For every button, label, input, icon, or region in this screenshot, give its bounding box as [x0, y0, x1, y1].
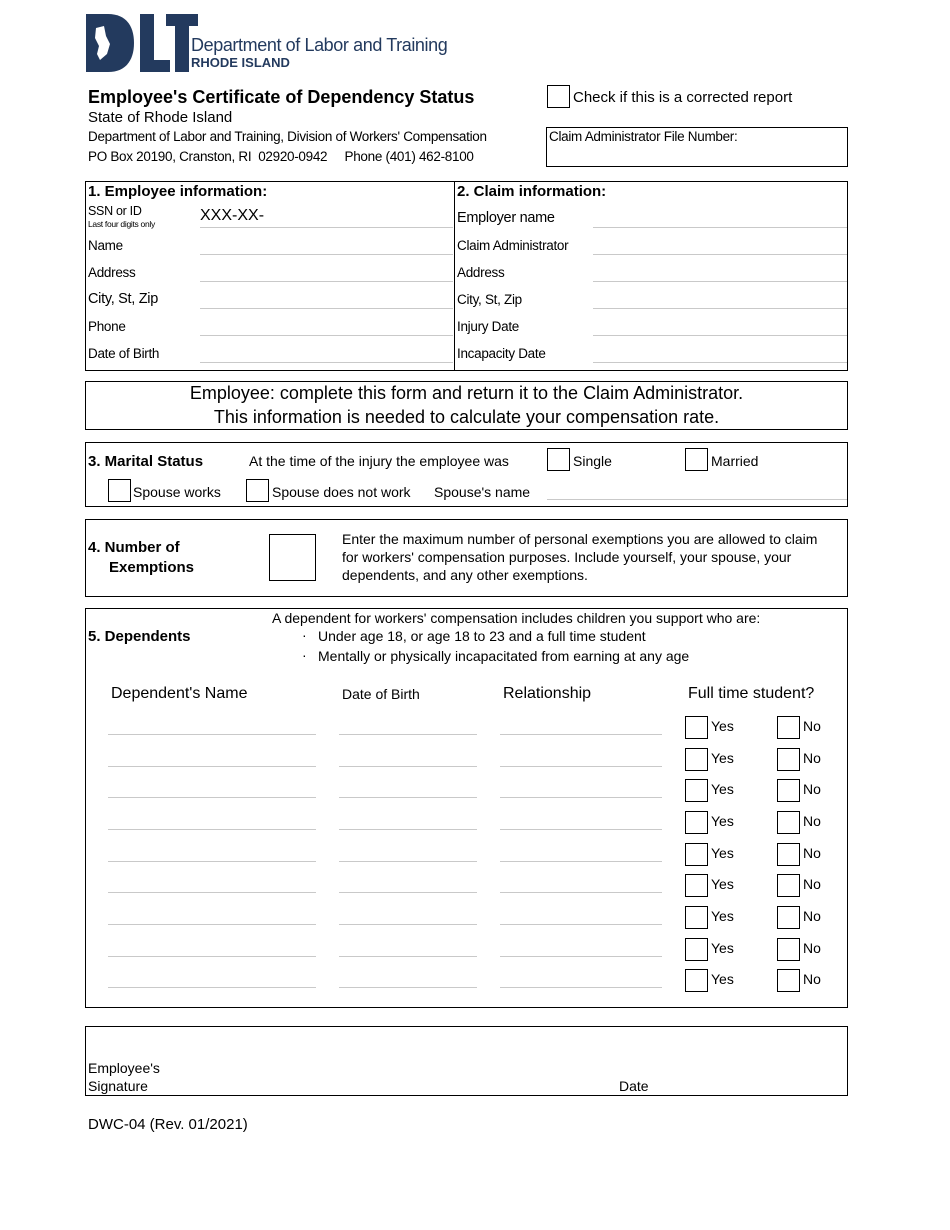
student-no-label: No: [803, 940, 821, 956]
ssn-label: SSN or ID: [88, 204, 142, 218]
logo-dept-name: Department of Labor and Training: [191, 35, 448, 55]
student-no-label: No: [803, 971, 821, 987]
ssn-sublabel: Last four digits only: [88, 219, 155, 229]
section2-title: 2. Claim information:: [457, 183, 607, 200]
col-full-time-student: Full time student?: [688, 685, 815, 702]
name-input[interactable]: [200, 254, 453, 255]
signature-date-field[interactable]: [655, 1060, 840, 1092]
dependent-name-input[interactable]: [108, 861, 316, 862]
incapacity-date-label: Incapacity Date: [457, 346, 546, 361]
student-no-label: No: [803, 750, 821, 766]
ssn-value: XXX-XX-: [200, 207, 265, 224]
student-no-checkbox[interactable]: [777, 843, 800, 866]
name-label: Name: [88, 238, 123, 253]
department-line: Department of Labor and Training, Division of Workers' Compensation: [88, 129, 487, 144]
student-yes-label: Yes: [711, 718, 734, 734]
exemptions-text1: Enter the maximum number of personal exemptions you are allowed to claim: [342, 531, 818, 547]
student-no-label: No: [803, 908, 821, 924]
claim-city-label: City, St, Zip: [457, 292, 522, 307]
employee-signature-label2: Signature: [88, 1078, 148, 1094]
dependent-dob-input[interactable]: [339, 829, 477, 830]
employee-signature-label1: Employee's: [88, 1060, 160, 1076]
student-yes-checkbox[interactable]: [685, 843, 708, 866]
dependent-name-input[interactable]: [108, 766, 316, 767]
injury-date-label: Injury Date: [457, 319, 519, 334]
section5-title: 5. Dependents: [88, 628, 191, 645]
dependents-bullet2: Mentally or physically incapacitated from earning at any age: [318, 648, 690, 664]
dependent-relationship-input[interactable]: [500, 924, 662, 925]
student-yes-checkbox[interactable]: [685, 811, 708, 834]
injury-date-input[interactable]: [593, 335, 847, 336]
student-no-checkbox[interactable]: [777, 906, 800, 929]
corrected-report-label: Check if this is a corrected report: [573, 89, 793, 106]
form-title: Employee's Certificate of Dependency Status: [88, 87, 475, 107]
notice-line2: This information is needed to calculate your compensation rate.: [213, 407, 720, 427]
dependent-dob-input[interactable]: [339, 892, 477, 893]
dependent-relationship-input[interactable]: [500, 829, 662, 830]
section4-title-line2: Exemptions: [109, 559, 195, 576]
dependents-intro: A dependent for workers' compensation includes children you support who are:: [272, 610, 761, 626]
student-no-label: No: [803, 876, 821, 892]
student-no-label: No: [803, 718, 821, 734]
single-checkbox[interactable]: [547, 448, 570, 471]
exemptions-input[interactable]: [269, 534, 316, 581]
student-yes-checkbox[interactable]: [685, 874, 708, 897]
section3-title: 3. Marital Status: [88, 453, 204, 470]
dependent-name-input[interactable]: [108, 987, 316, 988]
logo-state-name: RHODE ISLAND: [191, 55, 290, 70]
student-no-label: No: [803, 845, 821, 861]
employer-input[interactable]: [593, 227, 847, 228]
section4-title-line1: 4. Number of: [88, 539, 180, 556]
dependent-name-input[interactable]: [108, 797, 316, 798]
incapacity-date-input[interactable]: [593, 362, 847, 363]
dependent-relationship-input[interactable]: [500, 734, 662, 735]
dependent-relationship-input[interactable]: [500, 861, 662, 862]
date-label: Date: [619, 1078, 649, 1094]
exemptions-text2: for workers' compensation purposes. Include yourself, your spouse, your: [342, 549, 792, 565]
dependent-relationship-input[interactable]: [500, 766, 662, 767]
student-yes-checkbox[interactable]: [685, 748, 708, 771]
dependent-name-input[interactable]: [108, 892, 316, 893]
dependent-dob-input[interactable]: [339, 766, 477, 767]
student-no-checkbox[interactable]: [777, 716, 800, 739]
dependent-name-input[interactable]: [108, 734, 316, 735]
dependent-dob-input[interactable]: [339, 987, 477, 988]
dob-input[interactable]: [200, 362, 453, 363]
dependent-dob-input[interactable]: [339, 797, 477, 798]
student-yes-checkbox[interactable]: [685, 906, 708, 929]
student-yes-checkbox[interactable]: [685, 969, 708, 992]
dependent-dob-input[interactable]: [339, 734, 477, 735]
signature-field[interactable]: [160, 1040, 600, 1090]
city-label: City, St, Zip: [88, 291, 158, 307]
single-label: Single: [573, 453, 612, 469]
ssn-input[interactable]: [200, 227, 453, 228]
student-yes-checkbox[interactable]: [685, 938, 708, 961]
col-dob: Date of Birth: [342, 686, 420, 702]
dependent-dob-input[interactable]: [339, 956, 477, 957]
city-input[interactable]: [200, 308, 453, 309]
exemptions-text3: dependents, and any other exemptions.: [342, 567, 588, 583]
dependent-relationship-input[interactable]: [500, 956, 662, 957]
dependent-name-input[interactable]: [108, 924, 316, 925]
student-no-checkbox[interactable]: [777, 811, 800, 834]
dlt-logo: [86, 14, 198, 72]
dependents-bullet1: Under age 18, or age 18 to 23 and a full time student: [318, 628, 646, 644]
spouse-name-label: Spouse's name: [434, 484, 531, 500]
claim-admin-input[interactable]: [593, 254, 847, 255]
corrected-report-checkbox[interactable]: [547, 85, 570, 108]
married-label: Married: [711, 453, 759, 469]
col-dependent-name: Dependent's Name: [111, 685, 248, 702]
dependent-relationship-input[interactable]: [500, 987, 662, 988]
phone-label: Phone: [88, 319, 126, 334]
spouse-works-label: Spouse works: [133, 484, 221, 500]
married-checkbox[interactable]: [685, 448, 708, 471]
claim-address-label: Address: [457, 265, 505, 280]
address-line: PO Box 20190, Cranston, RI 02920-0942 Phone (401) 462-8100: [88, 149, 474, 164]
form-id: DWC-04 (Rev. 01/2021): [88, 1116, 248, 1133]
student-yes-checkbox[interactable]: [685, 779, 708, 802]
bullet-dot: ·: [302, 647, 307, 663]
bullet-dot: ·: [302, 627, 307, 643]
notice-line1: Employee: complete this form and return it to the Claim Administrator.: [189, 383, 744, 403]
student-yes-label: Yes: [711, 940, 734, 956]
student-yes-label: Yes: [711, 908, 734, 924]
spouse-name-input[interactable]: [547, 499, 847, 500]
col-relationship: Relationship: [503, 685, 592, 702]
dependent-name-input[interactable]: [108, 829, 316, 830]
student-yes-label: Yes: [711, 750, 734, 766]
dependent-relationship-input[interactable]: [500, 797, 662, 798]
phone-input[interactable]: [200, 335, 453, 336]
spouse-not-work-checkbox[interactable]: [246, 479, 269, 502]
marital-prompt: At the time of the injury the employee was: [249, 453, 509, 469]
address-input[interactable]: [200, 281, 453, 282]
claim-admin-label: Claim Administrator: [457, 238, 569, 253]
claim-address-input[interactable]: [593, 281, 847, 282]
student-no-checkbox[interactable]: [777, 874, 800, 897]
dependent-name-input[interactable]: [108, 956, 316, 957]
student-no-label: No: [803, 781, 821, 797]
info-divider: [454, 181, 455, 371]
spouse-works-checkbox[interactable]: [108, 479, 131, 502]
dependent-dob-input[interactable]: [339, 924, 477, 925]
student-yes-label: Yes: [711, 845, 734, 861]
state-name: State of Rhode Island: [88, 109, 233, 126]
employer-label: Employer name: [457, 210, 555, 226]
claim-city-input[interactable]: [593, 308, 847, 309]
student-yes-label: Yes: [711, 813, 734, 829]
section1-title: 1. Employee information:: [88, 183, 268, 200]
dependent-relationship-input[interactable]: [500, 892, 662, 893]
student-no-checkbox[interactable]: [777, 969, 800, 992]
student-yes-label: Yes: [711, 971, 734, 987]
address-label: Address: [88, 265, 136, 280]
student-no-label: No: [803, 813, 821, 829]
dependent-dob-input[interactable]: [339, 861, 477, 862]
student-yes-label: Yes: [711, 876, 734, 892]
student-no-checkbox[interactable]: [777, 779, 800, 802]
spouse-not-work-label: Spouse does not work: [272, 484, 411, 500]
student-yes-checkbox[interactable]: [685, 716, 708, 739]
student-yes-label: Yes: [711, 781, 734, 797]
claim-admin-file-number-label: Claim Administrator File Number:: [549, 129, 738, 144]
student-no-checkbox[interactable]: [777, 938, 800, 961]
student-no-checkbox[interactable]: [777, 748, 800, 771]
dob-label: Date of Birth: [88, 346, 160, 361]
